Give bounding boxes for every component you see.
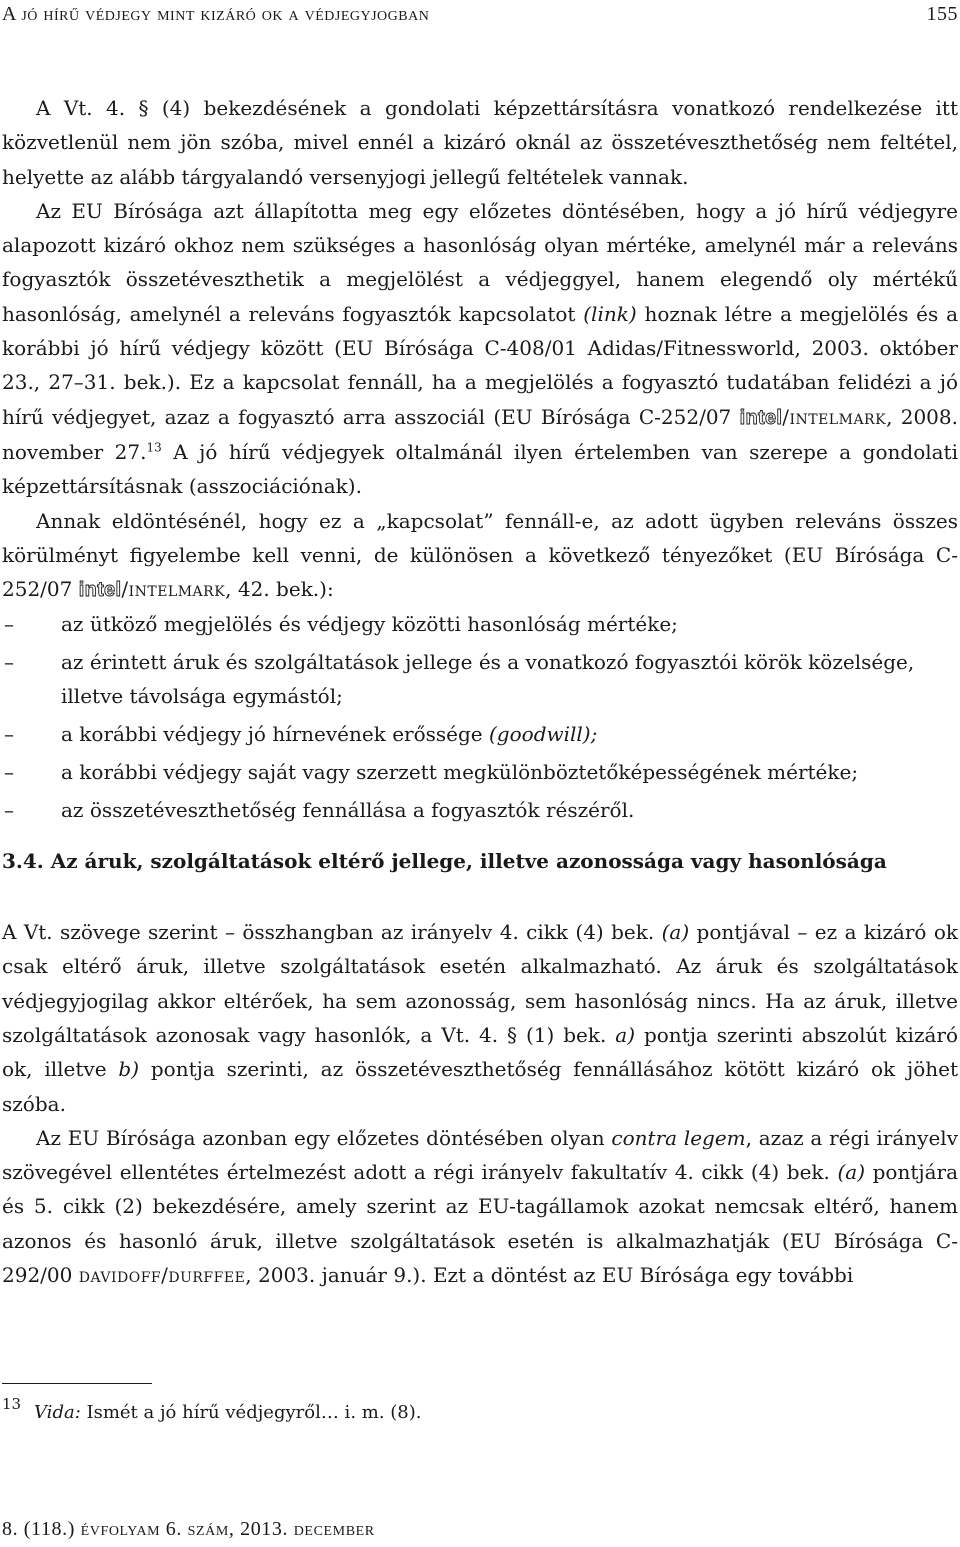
case-name-intelmark: /intelmark [782, 404, 887, 429]
case-name-davidoff: davidoff/durffee [78, 1263, 246, 1288]
term-goodwill: (goodwill); [489, 722, 598, 747]
paragraph-4 [2, 915, 958, 1121]
intel-logo-text: intel [739, 406, 783, 429]
paragraph-5-text-a: Az EU Bírósága azonban egy előzetes döntésében olyan [36, 1125, 612, 1150]
paragraph-3-text-b: , 42. bek.): [225, 577, 334, 602]
paragraph-2-text-b: hoznak létre a megjelölés és a korábbi jó hírű védjegy között (EU Bírósága C-408/01 Adidas/Fitnessworld, 2003. október 23., 27–31. bek.). Ez a kapcsolat fennáll, ha a megjelölés a fogyasztó tudatában felidézi a jó hírű védjegyet, azaz a fogyasztó arra asszociál (EU Bírósága C-252/07 [2, 301, 958, 429]
italic-ref: (a) [837, 1160, 866, 1185]
case-name-intelmark: /intelmark [121, 577, 226, 602]
page-number: 155 [926, 3, 958, 25]
paragraph-5-text-d: , 2003. január 9.). Ezt a döntést az EU Bírósága egy további [245, 1263, 854, 1288]
list-item-text: a korábbi védjegy saját vagy szerzett megkülönböztetőképességének mértéke; [61, 759, 859, 784]
list-item-text: a korábbi védjegy jó hírnevének erőssége [61, 722, 489, 747]
list-item [2, 717, 958, 751]
dash-bullet: – [4, 759, 14, 784]
running-head [2, 3, 958, 29]
page-footer: 8. (118.) évfolyam 6. szám, 2013. december [2, 1518, 375, 1540]
dash-bullet: – [4, 797, 14, 822]
paragraph-2-text-c: , 2008. november 27. [2, 404, 958, 464]
factor-list [2, 607, 958, 826]
footnote-author: Vida: [34, 1402, 81, 1423]
paragraph-5 [2, 1121, 958, 1292]
footnote-text [34, 1399, 422, 1427]
paragraph-4-text-c: pontja szerinti abszolút kizáró ok, illetve [2, 1022, 959, 1082]
section-heading: 3.4. Az áruk, szolgáltatások eltérő jellege, illetve azonossága vagy hasonlósága [2, 848, 887, 873]
paragraph-1-text: A Vt. 4. § (4) bekezdésének a gondolati képzettársításra vonatkozó rendelkezése itt közvetlenül nem jön szóba, mivel ennél a kizáró oknál az összetéveszthetőség nem feltétel, helyette az alább tárgyalandó versenyjogi jellegű feltételek vannak. [2, 96, 958, 189]
dash-bullet: – [4, 722, 14, 747]
paragraph-2-text-a: Az EU Bírósága azt állapította meg egy előzetes döntésében, hogy a jó hírű védjegyre alapozott kizáró okhoz nem szükséges a hasonlóság olyan mértéke, amelynél már a releváns fogyasztók összetéveszthetik a megjelölést a védjeggyel, hanem elegendő oly mértékű hasonlóság, amelynél a releváns fogyasztók kapcsolatot [2, 198, 958, 326]
paragraph-5-text-c: pontjára és 5. cikk (2) bekezdésére, amely szerint az EU-tagállamok azokat nemcsak eltérő, hanem azonos és hasonló áruk, illetve szolgáltatások esetén is alkalmazhatják (EU Bírósága C-292/00 [2, 1160, 958, 1288]
term-contra-legem: contra legem [611, 1125, 746, 1150]
list-item [2, 755, 958, 789]
paragraph-3 [2, 504, 958, 608]
paragraph-5-text-b: , azaz a régi irányelv szövegével ellentétes értelmezést adott a régi irányelv fakultatív 4. cikk (4) bek. [2, 1125, 959, 1185]
list-item [2, 607, 958, 641]
paragraph-1 [2, 91, 958, 194]
italic-ref: (a) [661, 920, 690, 945]
paragraph-2-text-d: A jó hírű védjegyek oltalmánál ilyen értelemben van szerepe a gondolati képzettársításnak (asszociációnak). [2, 439, 958, 499]
paragraph-3-text-a: Annak eldöntésénél, hogy ez a „kapcsolat” fennáll-e, az adott ügyben releváns összes körülményt figyelembe kell venni, de különösen a következő tényezőket (EU Bírósága C-252/07 [2, 508, 958, 602]
footnote-divider [2, 1383, 152, 1384]
footnote-ref-13[interactable]: 13 [146, 440, 162, 455]
term-link: (link) [583, 301, 637, 326]
list-item [2, 793, 958, 827]
footnote-mark: 13 [2, 1395, 22, 1413]
list-item [2, 645, 958, 714]
list-item-text: az összetéveszthetőség fennállása a fogyasztók részéről. [61, 797, 635, 822]
footnote-body: Ismét a jó hírű védjegyről… i. m. (8). [80, 1402, 422, 1423]
dash-bullet: – [4, 650, 14, 675]
paragraph-2 [2, 194, 958, 504]
running-head-title: A jó hírű védjegy mint kizáró ok a védjegyjogban [2, 3, 430, 25]
article-body [2, 91, 958, 1292]
italic-ref: b) [118, 1057, 140, 1082]
list-item-text: az érintett áruk és szolgáltatások jellege és a vonatkozó fogyasztói körök közelsége, illetve távolsága egymástól; [61, 650, 915, 709]
paragraph-4-text-a: A Vt. szövege szerint – összhangban az irányelv 4. cikk (4) bek. [2, 920, 662, 945]
paragraph-4-text-d: pontja szerinti, az összetéveszthetőség fennállásához kötött kizáró ok jöhet szóba. [2, 1057, 958, 1116]
intel-logo-text: intel [78, 579, 122, 602]
italic-ref: a) [615, 1022, 636, 1047]
dash-bullet: – [4, 612, 14, 637]
list-item-text: az ütköző megjelölés és védjegy közötti hasonlóság mértéke; [61, 612, 678, 637]
paragraph-4-text-b: pontjával – ez a kizáró ok csak eltérő áruk, illetve szolgáltatások esetén alkalmazható. Az áruk és szolgáltatások védjegyjogilag akkor eltérőek, ha sem azonosság, sem hasonlóság nincs. Ha az áruk, illetve szolgáltatások azonosak vagy hasonlók, a Vt. 4. § (1) bek. [2, 920, 958, 1047]
